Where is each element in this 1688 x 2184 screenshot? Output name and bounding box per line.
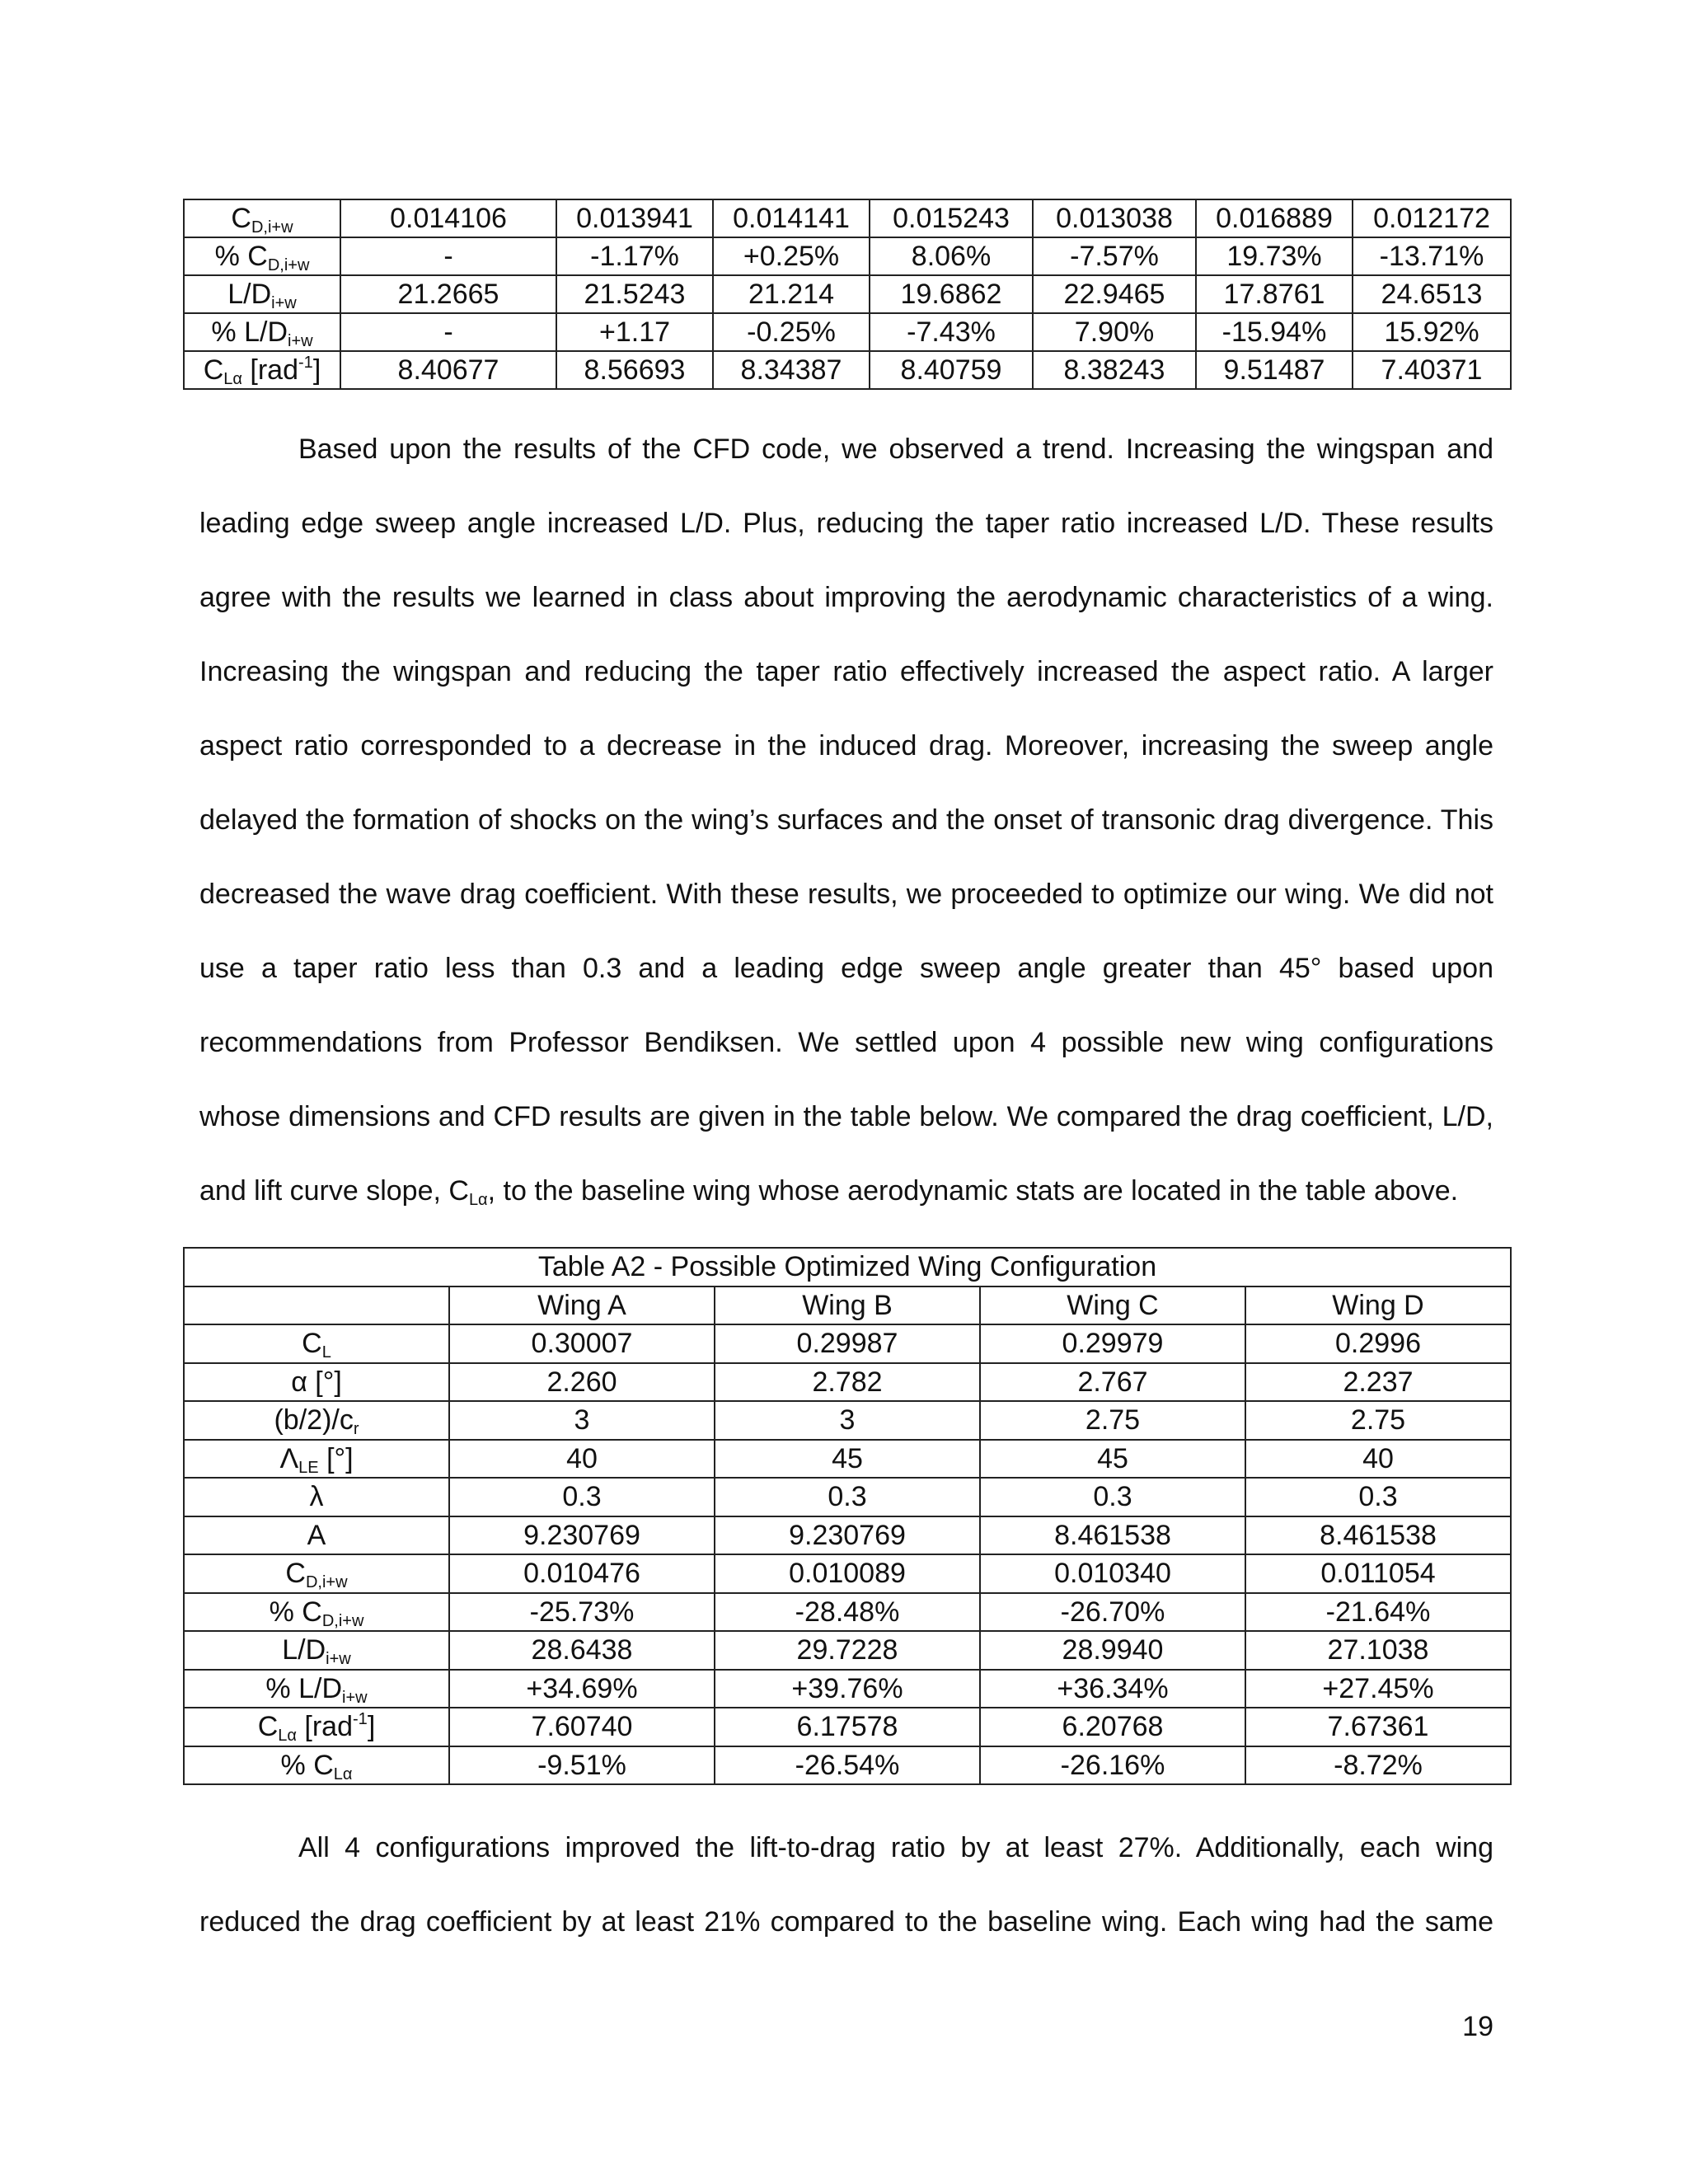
row-label [184,1401,449,1440]
label-symbol: L/D [227,279,272,310]
table-cell: 17.8761 [1196,275,1353,313]
table-cell: -7.57% [1033,237,1196,275]
table-cell: 7.60740 [449,1708,715,1746]
table-row [184,1516,1511,1555]
label-subscript: D,i+w [251,218,293,237]
label-symbol: L/D [244,316,288,348]
table-cell: 7.67361 [1245,1708,1511,1746]
table-cell: 0.013941 [556,199,713,237]
table-row [184,351,1511,389]
label-symbol: C [302,1596,322,1628]
label-subscript: D,i+w [267,256,310,274]
table-row [184,1478,1511,1516]
table-cell: 0.3 [1245,1478,1511,1516]
label-symbol: C [247,241,268,272]
label-subscript: i+w [271,294,297,312]
table-cell: 0.013038 [1033,199,1196,237]
label-subscript: D,i+w [305,1573,348,1592]
table-cell: 28.9940 [980,1631,1245,1670]
label-subscript: D,i+w [321,1611,364,1630]
label-end: ] [367,1711,376,1743]
table-cell: 0.29979 [980,1324,1245,1363]
table-cell: 9.230769 [715,1516,980,1555]
row-label [184,1478,449,1516]
text-line: whose dimensions and CFD results are given in the table below. We compared the drag coefficient, L/D, [199,1101,1493,1132]
table-cell: +27.45% [1245,1670,1511,1708]
text-line: recommendations from Professor Bendiksen. We settled upon 4 possible new wing configurations [199,1027,1493,1058]
table-cell: -8.72% [1245,1746,1511,1785]
table-cell: +1.17 [556,313,713,351]
table-cell: 0.010089 [715,1554,980,1593]
label-suffix: [rad [241,354,299,386]
table-cell: 8.56693 [556,351,713,389]
table-a2-title: Table A2 - Possible Optimized Wing Configuration [184,1248,1511,1286]
table-cell: 2.782 [715,1363,980,1402]
table-cell: 2.75 [1245,1401,1511,1440]
text-line [199,1154,1493,1228]
table-cell: 2.260 [449,1363,715,1402]
text-subscript: Lα [468,1191,488,1209]
table-cell: 2.767 [980,1363,1245,1402]
label-symbol: Λ [279,1442,299,1474]
table-cell: 9.51487 [1196,351,1353,389]
table-cell: 0.015243 [870,199,1033,237]
label-prefix: % [269,1596,302,1628]
table-row [184,275,1511,313]
table-cell: 0.016889 [1196,199,1353,237]
table-cell: -26.16% [980,1746,1245,1785]
table-cell: 45 [980,1440,1245,1479]
label-symbol: C [313,1749,334,1781]
label-prefix: % [280,1749,314,1781]
row-label [184,199,340,237]
table-cell: - [340,313,556,351]
table-cell: 8.461538 [1245,1516,1511,1555]
table-cell: +39.76% [715,1670,980,1708]
column-header: Wing D [1245,1286,1511,1325]
table-cell: 27.1038 [1245,1631,1511,1670]
table-row [184,1363,1511,1402]
table-a2-title-row [184,1248,1511,1286]
table-a2-optimized-wing [183,1247,1512,1785]
label-prefix: % [265,1672,299,1704]
label-subscript: i+w [342,1688,368,1707]
label-prefix: % [214,241,248,272]
paragraph-cfd-results [199,412,1493,1228]
table-cell: 0.29987 [715,1324,980,1363]
table-cell: 8.40677 [340,351,556,389]
label-symbol: L/D [298,1672,343,1704]
table-cell: 0.014106 [340,199,556,237]
table-cell: -7.43% [870,313,1033,351]
label-symbol: C [285,1558,306,1590]
label-symbol: C [302,1328,322,1360]
table-row [184,1631,1511,1670]
label-symbol: (b/2)/c [274,1404,354,1436]
text-line: Increasing the wingspan and reducing the taper ratio effectively increased the aspect ratio. A larger [199,656,1493,687]
table-cell: 6.17578 [715,1708,980,1746]
column-header: Wing A [449,1286,715,1325]
table-cell: 0.2996 [1245,1324,1511,1363]
text-line: leading edge sweep angle increased L/D. Plus, reducing the taper ratio increased L/D. These results [199,508,1493,539]
table-cell: 2.75 [980,1401,1245,1440]
table-cell: 21.5243 [556,275,713,313]
table-a2-header-row [184,1286,1511,1325]
row-label [184,275,340,313]
label-subscript: Lα [333,1765,353,1783]
table-a1-continuation [183,199,1512,390]
label-subscript: Lα [223,370,242,388]
column-header: Wing C [980,1286,1245,1325]
row-label [184,1708,449,1746]
table-row [184,1746,1511,1785]
table-row [184,1708,1511,1746]
paragraph-configuration-summary [199,1811,1493,1959]
label-symbol: A [307,1519,326,1551]
table-row [184,1554,1511,1593]
table-cell: 8.461538 [980,1516,1245,1555]
table-cell: 45 [715,1440,980,1479]
table-cell: 8.38243 [1033,351,1196,389]
table-cell: +0.25% [713,237,870,275]
table-cell: 0.30007 [449,1324,715,1363]
table-cell: 8.40759 [870,351,1033,389]
table-cell: 0.011054 [1245,1554,1511,1593]
table-cell: -1.17% [556,237,713,275]
label-end: ] [312,354,321,386]
label-subscript: Lα [278,1727,297,1746]
table-cell: +36.34% [980,1670,1245,1708]
label-suffix: [°] [318,1442,354,1474]
label-subscript: i+w [326,1650,351,1669]
table-cell: - [340,237,556,275]
table-cell: -26.54% [715,1746,980,1785]
label-symbol: C [257,1711,279,1743]
row-label [184,1440,449,1479]
table-cell: -28.48% [715,1593,980,1632]
row-label [184,1593,449,1632]
text-line: aspect ratio corresponded to a decrease in the induced drag. Moreover, increasing the sweep angle [199,730,1493,762]
table-cell: 19.73% [1196,237,1353,275]
table-cell: 2.237 [1245,1363,1511,1402]
table-row [184,1440,1511,1479]
row-label [184,1554,449,1593]
text-fragment: , to the baseline wing whose aerodynamic stats are located in the table above. [487,1175,1459,1207]
table-cell: 7.40371 [1353,351,1511,389]
table-cell: 7.90% [1033,313,1196,351]
row-label [184,1746,449,1785]
table-cell: -0.25% [713,313,870,351]
table-cell: 0.010340 [980,1554,1245,1593]
row-label [184,237,340,275]
text-line: reduced the drag coefficient by at least 21% compared to the baseline wing. Each wing had the same [199,1906,1493,1938]
table-cell: 22.9465 [1033,275,1196,313]
row-label [184,351,340,389]
table-row [184,237,1511,275]
table-cell: 3 [715,1401,980,1440]
table-cell: 0.010476 [449,1554,715,1593]
table-row [184,1670,1511,1708]
page-number: 19 [1462,2011,1493,2042]
label-symbol: α [°] [291,1366,342,1398]
table-row [184,1401,1511,1440]
label-symbol: λ [309,1481,324,1513]
table-cell: 9.230769 [449,1516,715,1555]
table-row [184,1593,1511,1632]
header-empty [184,1286,449,1325]
label-subscript: L [321,1343,331,1362]
text-line: decreased the wave drag coefficient. With these results, we proceeded to optimize our wing. We did not [199,879,1493,910]
label-subscript: r [353,1420,359,1439]
table-cell: -25.73% [449,1593,715,1632]
text-line: use a taper ratio less than 0.3 and a leading edge sweep angle greater than 45° based upon [199,953,1493,984]
table-cell: 0.3 [449,1478,715,1516]
table-cell: 0.3 [980,1478,1245,1516]
table-cell: +34.69% [449,1670,715,1708]
row-label [184,1324,449,1363]
row-label [184,1516,449,1555]
table-cell: 0.012172 [1353,199,1511,237]
table-cell: 0.3 [715,1478,980,1516]
table-a2-body [184,1248,1511,1784]
table-cell: 19.6862 [870,275,1033,313]
table-cell: 29.7228 [715,1631,980,1670]
label-prefix: % [211,316,245,348]
table-cell: 24.6513 [1353,275,1511,313]
table-cell: 15.92% [1353,313,1511,351]
table-cell: 6.20768 [980,1708,1245,1746]
table-cell: -26.70% [980,1593,1245,1632]
text-line: Based upon the results of the CFD code, we observed a trend. Increasing the wingspan and [298,434,1493,465]
label-superscript: -1 [353,1710,368,1729]
table-cell: 8.34387 [713,351,870,389]
label-suffix: [rad [296,1711,354,1743]
table-row [184,1324,1511,1363]
table-a1-body [184,199,1511,389]
table-row [184,313,1511,351]
label-symbol: C [203,354,224,386]
table-cell: 8.06% [870,237,1033,275]
label-subscript: LE [298,1458,319,1477]
table-cell: -21.64% [1245,1593,1511,1632]
label-symbol: C [231,203,251,234]
table-cell: 0.014141 [713,199,870,237]
row-label [184,1670,449,1708]
label-superscript: -1 [298,354,313,372]
table-cell: -9.51% [449,1746,715,1785]
table-cell: 21.2665 [340,275,556,313]
table-cell: -15.94% [1196,313,1353,351]
table-row [184,199,1511,237]
row-label [184,313,340,351]
table-cell: 3 [449,1401,715,1440]
table-cell: 40 [449,1440,715,1479]
table-cell: 40 [1245,1440,1511,1479]
label-symbol: L/D [282,1634,326,1666]
label-subscript: i+w [288,332,313,350]
table-cell: 28.6438 [449,1631,715,1670]
text-line: All 4 configurations improved the lift-to-drag ratio by at least 27%. Additionally, each wing [298,1832,1493,1863]
row-label [184,1363,449,1402]
text-line: delayed the formation of shocks on the wing’s surfaces and the onset of transonic drag divergence. This [199,804,1493,836]
text-line: agree with the results we learned in class about improving the aerodynamic characteristics of a wing. [199,582,1493,613]
table-cell: -13.71% [1353,237,1511,275]
text-fragment: and lift curve slope, C [199,1175,469,1207]
row-label [184,1631,449,1670]
table-cell: 21.214 [713,275,870,313]
column-header: Wing B [715,1286,980,1325]
